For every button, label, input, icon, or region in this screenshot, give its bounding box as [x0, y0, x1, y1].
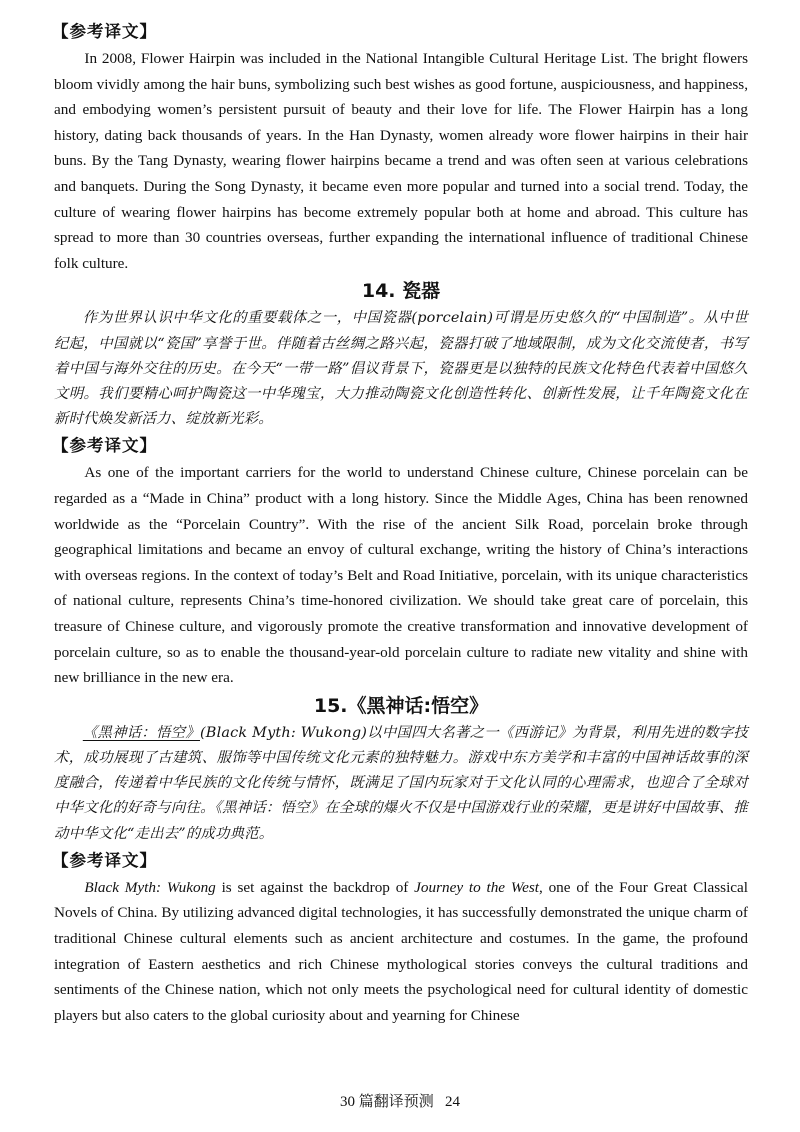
section14-chinese: 作为世界认识中华文化的重要载体之一，中国瓷器(porcelain)可谓是历史悠久的“中国制造”。从中世纪起，中国就以“瓷国”享誉于世。伴随着古丝绸之路兴起，瓷器打破了地域限制，成为文化交流使者，书写着中国与海外交往的历史。在今天“一带一路”倡议背景下，瓷器更是以独特的民族文化特色代表着中国悠久文明。我们要精心呵护陶瓷这一中华瑰宝，大力推动陶瓷文化创造性转化、创新性发展，让千年陶瓷文化在新时代焕发新活力、绽放新光彩。 — [54, 310, 748, 428]
section15-title: 15.《黑神话:悟空》 — [313, 694, 489, 717]
novel-name-italic: Journey to the West — [414, 878, 539, 896]
reference-translation-label: 【参考译文】 — [52, 22, 157, 41]
reference-translation-label: 【参考译文】 — [52, 850, 157, 870]
section13-translation: In 2008, Flower Hairpin was included in the National Intangible Cultural Heritage List. The bright flowers bloom vividly among the hair buns, symbolizing such best wishes as good fortune, auspiciousness, and happiness, and embodying women’s persistent pursuit of beauty and their love for life. The Flower Hairpin has a long history, dating back thousands of years. In the Han Dynasty, women already wore flower hairpins in their hair buns. By the Tang Dynasty, wearing flower hairpins became a trend and was often seen at various celebrations and banquets. During the Song Dynasty, it became even more popular and turned into a social trend. Today, the culture of wearing flower hairpins has become extremely popular both at home and abroad. This culture has spread to more than 30 countries overseas, further expanding the international influence of traditional Chinese folk culture. — [54, 50, 748, 272]
reference-translation-label: 【参考译文】 — [52, 436, 157, 456]
section14-translation: As one of the important carriers for the world to understand Chinese culture, Chinese porcelain can be regarded as a “Made in China” product with a long history. Since the Middle Ages, China has been renowned worldwide as the “Porcelain Country”. With the rise of the ancient Silk Road, porcelain broke through geographical limitations and became an envoy of cultural exchange, writing the history of China’s interactions with overseas regions. In the context of today’s Belt and Road Initiative, porcelain, with its unique characteristics of national culture, represents China’s time-honored civilization. We should take great care of porcelain, this treasure of Chinese culture, and vigorously promote the creative transformation and innovative development of porcelain culture, so as to enable the thousand-year-old porcelain culture to radiate new vitality and shine with new brilliance in the new era. — [54, 464, 748, 687]
translation-part-1: is set against the backdrop of — [215, 878, 415, 896]
game-name-italic: Black Myth: Wukong — [84, 878, 216, 896]
page-footer — [0, 1090, 800, 1111]
section14-title: 14. 瓷器 — [361, 280, 441, 303]
page-number: 24 — [445, 1094, 460, 1110]
game-title-en: (Black Myth: Wukong) — [199, 724, 368, 741]
section15-chinese-body: 以中国四大名著之一《西游记》为背景，利用先进的数字技术，成功展现了古建筑、服饰等中国传统文化元素的独特魅力。游戏中东方美学和丰富的中国神话故事的深度融合，传递着中华民族的文化传统与情怀，既满足了国内玩家对于文化认同的心理需求，也迎合了全球对中华文化的好奇与向往。《黑神话：悟空》在全球的爆火不仅是中国游戏行业的荣耀，更是讲好中国故事、推动中华文化“走出去”的成功典范。 — [54, 724, 748, 842]
section15-translation — [54, 875, 748, 1029]
translation-part-2: , one of the Four Great Classical Novels of China. By utilizing advanced digital technologies, it has successfully demonstrated the unique charm of traditional Chinese cultural elements such as ancient architecture and costumes. In the game, the profound integration of Eastern aesthetics and rich Chinese mythological stories conveys the cultural traditions and sentiments of the Chinese nation, which not only meets the psychological need for cultural identity of domestic players but also caters to the global curiosity about and yearning for Chinese — [54, 878, 748, 1024]
section15-chinese — [54, 721, 748, 847]
game-title-zh: 《黑神话：悟空》 — [82, 724, 200, 741]
book-title: 30 篇翻译预测 — [339, 1094, 434, 1110]
